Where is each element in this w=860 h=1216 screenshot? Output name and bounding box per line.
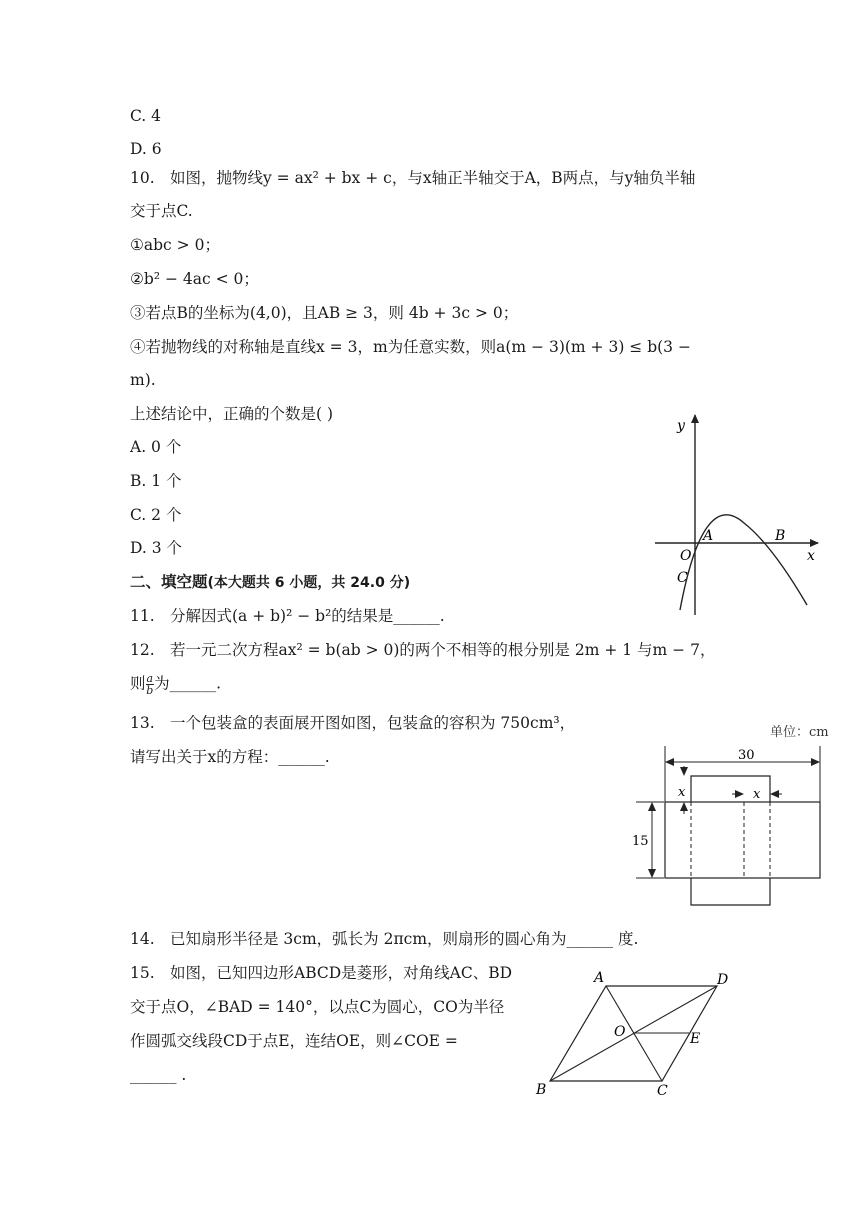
q11 [130,606,445,626]
vertex-c-label: C [657,1083,668,1099]
q13-line1: 一个包装盒的表面展开图如图，包装盒的容积为 750cm³， [170,714,576,732]
q10-statement-4: ④若抛物线的对称轴是直线x = 3，m为任意实数，则a(m − 3)(m + 3) ≤ b(3 − [130,338,691,356]
q10-stem [130,168,695,188]
point-b-label: B [775,528,786,544]
q12-suffix: 为______. [154,674,222,693]
q11-text: 分解因式(a + b)² − b²的结果是______. [170,607,445,625]
q10-option-d: D. 3 个 [130,539,183,557]
q11-number: 11. [130,607,155,625]
point-o-label: O [614,1024,626,1040]
q15-rhombus-figure [530,966,740,1101]
x-label-left: x [678,785,686,800]
point-c-label: C [677,570,688,586]
vertex-b-label: B [536,1082,547,1098]
net-base-rect [665,802,820,878]
q14-number: 14. [130,930,155,948]
q9-option-d: D. 6 [130,140,162,158]
net-bottom-flap [691,878,770,905]
q13 [130,713,575,733]
q10-stem-line2: 交于点C. [130,202,193,220]
q10-statement-3: ③若点B的坐标为(4,0)，且AB ≥ 3，则 4b + 3c > 0； [130,304,519,322]
q10-option-c: C. 2 个 [130,506,182,524]
q15-line4: ______ . [130,1066,187,1084]
q10-parabola-figure [650,405,830,620]
q12-frac-num: a [146,672,154,685]
y-axis-label: y [677,418,685,434]
q12-line2 [130,673,221,696]
vertex-a-label: A [594,970,605,986]
height-label: 15 [632,834,649,849]
origin-label: O [680,548,692,564]
q10-statement-2: ②b² − 4ac < 0； [130,270,259,288]
q10-statement-1: ①abc > 0； [130,236,220,254]
vertex-d-label: D [717,972,729,988]
q12 [130,640,715,660]
q12-fraction [146,673,155,696]
q12-number: 12. [130,641,155,659]
parabola-curve [680,515,807,610]
q10-statement-4-cont: m). [130,371,156,389]
x-axis-label: x [807,548,815,564]
q9-option-c: C. 4 [130,107,162,125]
q10-option-a: A. 0 个 [130,438,182,456]
q10-option-b: B. 1 个 [130,472,182,490]
q15-line1: 如图，已知四边形ABCD是菱形，对角线AC、BD [170,964,513,982]
q15-line3: 作圆弧交线段CD于点E，连结OE，则∠COE = [130,1032,458,1050]
q15-number: 15. [130,964,155,982]
q12-frac-den: b [146,684,154,697]
q14 [130,929,638,949]
q13-line2: 请写出关于x的方程：______. [130,748,330,766]
q14-text: 已知扇形半径是 3cm，弧长为 2πcm，则扇形的圆心角为______ 度. [170,930,639,948]
section-note: (本大题共 6 小题，共 24.0 分) [207,575,411,591]
q15-line2: 交于点O，∠BAD = 140°，以点C为圆心，CO为半径 [130,998,505,1016]
q10-question: 上述结论中，正确的个数是( ) [130,405,334,423]
q13-box-net-figure [628,718,834,908]
section-heading [130,572,410,593]
unit-label: 单位：cm [770,725,829,740]
q10-stem-line1: 如图，抛物线y = ax² + bx + c，与x轴正半轴交于A，B两点，与y轴负半轴 [170,169,696,187]
q10-number: 10. [130,169,155,187]
q12-line1: 若一元二次方程ax² = b(ab > 0)的两个不相等的根分别是 2m + 1 与m − 7， [170,641,716,659]
width-label: 30 [738,748,755,763]
q15 [130,963,512,983]
x-label-right: x [753,787,761,802]
section-title: 二、填空题 [130,573,208,591]
point-a-label: A [703,528,714,544]
q12-prefix: 则 [130,674,146,693]
point-e-label: E [690,1031,701,1047]
q13-number: 13. [130,714,155,732]
